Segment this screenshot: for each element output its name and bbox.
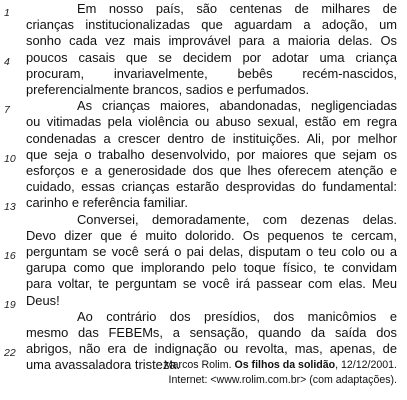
line-text: que seja o trabalho desenvolvido, por maiores que sejam os	[26, 146, 397, 162]
text-line	[0, 66, 407, 82]
text-line	[0, 163, 407, 179]
line-text: Conversei, demoradamente, com dezenas delas.	[77, 211, 397, 227]
source-title: Os filhos da solidão	[234, 359, 336, 371]
line-number: 4	[4, 55, 10, 68]
text-line	[0, 325, 407, 341]
line-text: condenadas a crescer dentro de instituições. Ali, por melhor	[26, 130, 397, 146]
line-text: cuidado, essas crianças estarão desprovidas do fundamental:	[26, 179, 397, 195]
source-citation	[164, 358, 397, 372]
text-line	[0, 17, 407, 33]
line-text: poucos casais que se decidem por adotar uma criança	[26, 49, 397, 65]
line-number: 10	[4, 152, 16, 165]
text-line	[0, 244, 407, 260]
source-internet	[169, 373, 397, 387]
text-line	[0, 131, 407, 147]
line-number: 22	[4, 347, 16, 360]
line-text: abrigos, não era de indignação ou revolta, mas, apenas, de	[26, 341, 397, 357]
line-text: Deus!	[26, 292, 60, 308]
line-number: 1	[4, 7, 10, 19]
line-text: sonho cada vez mais improvável para a maioria delas. Os	[26, 33, 397, 49]
line-text: carinho e referência familiar.	[26, 195, 188, 211]
line-text: perguntam se você será o pai delas, disputam o teu colo ou a	[26, 244, 397, 259]
source-author: Marcos Rolim.	[163, 359, 232, 371]
line-number: 16	[4, 250, 16, 262]
line-text: As crianças maiores, abandonadas, negligenciadas	[77, 98, 397, 114]
text-line	[0, 195, 407, 214]
text-line	[0, 260, 407, 276]
line-number: 7	[4, 104, 10, 117]
line-text: Devo dizer que é muito dolorido. Os pequenos te cercam,	[26, 227, 397, 243]
line-number: 13	[4, 201, 16, 214]
text-line	[0, 276, 407, 292]
text-line	[0, 1, 407, 17]
text-line	[0, 147, 407, 163]
line-text: uma avassaladora tristeza.	[26, 357, 181, 373]
line-text: garupa como que implorando pelo toque físico, te convidam	[26, 260, 397, 276]
text-line	[0, 293, 407, 309]
line-text: Ao contrário dos presídios, dos manicômios e	[77, 308, 397, 324]
text-line	[0, 341, 407, 360]
text-line	[0, 212, 407, 228]
text-line	[0, 50, 407, 66]
line-text: crianças institucionalizadas que aguardam a adoção, um	[26, 17, 397, 33]
text-line	[0, 33, 407, 49]
source-date: , 12/12/2001.	[335, 359, 397, 371]
line-text: preferencialmente brancos, sadios e perfumados.	[26, 82, 310, 97]
line-text: procuram, invariavelmente, bebês recém-nascidos,	[26, 65, 397, 81]
source-internet-text: Internet: <www.rolim.com.br> (com adaptações).	[168, 374, 397, 386]
line-text: mesmo das FEBEMs, a sensação, quando da saída dos	[26, 325, 397, 340]
line-text: Em nosso país, são centenas de milhares de	[77, 1, 397, 16]
line-text: esforços e a generosidade dos que lhes oferecem atenção e	[26, 163, 397, 178]
text-line	[0, 114, 407, 130]
text-line	[0, 98, 407, 117]
text-line	[0, 82, 407, 98]
line-number: 19	[4, 298, 16, 311]
text-line	[0, 309, 407, 325]
text-line	[0, 179, 407, 195]
line-text: para voltar, te perguntam se você irá passear com elas. Meu	[26, 276, 397, 292]
text-line	[0, 228, 407, 244]
line-text: ou vitimadas pela violência ou abuso sexual, estão em regra	[26, 114, 397, 130]
